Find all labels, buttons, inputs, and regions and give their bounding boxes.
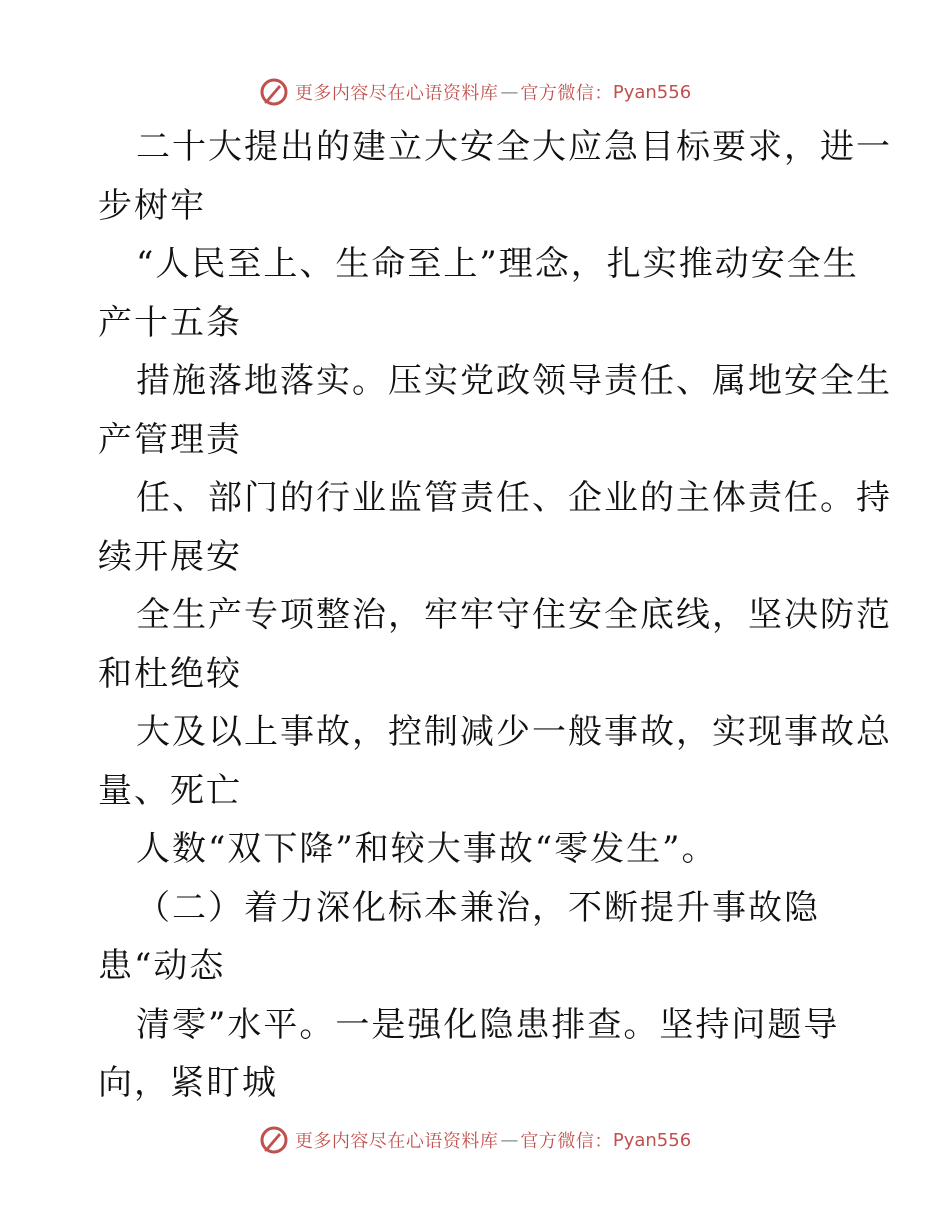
text-line: 全生产专项整治，牢牢守住安全底线，坚决防范 [136, 595, 892, 635]
text-line: 续开展安 [98, 536, 242, 577]
text-line: 二十大提出的建立大安全大应急目标要求，进一 [136, 127, 892, 167]
quill-circle-icon [259, 77, 289, 107]
quill-circle-icon [259, 1125, 289, 1155]
text-line: 大及以上事故，控制减少一般事故，实现事故总 [136, 712, 892, 752]
text-line: 患“动态 [98, 946, 226, 986]
text-line: 措施落地落实。压实党政领导责任、属地安全生 [136, 361, 892, 401]
text-line: 向，紧盯城 [98, 1063, 278, 1103]
watermark-handle: Pyan556 [612, 1129, 692, 1151]
text-line: 人数“双下降”和较大事故“零发生”。 [136, 829, 718, 869]
watermark-separator: — [500, 81, 519, 103]
watermark-site-text: 更多内容尽在心语资料库 [294, 83, 499, 104]
text-line: （二）着力深化标本兼治，不断提升事故隐 [136, 887, 820, 928]
text-line: 任、部门的行业监管责任、企业的主体责任。持 [136, 478, 892, 518]
watermark-footer [0, 1120, 950, 1160]
text-line: “人民至上、生命至上”理念，扎实推动安全生 [136, 244, 859, 284]
text-line: 量、死亡 [98, 770, 242, 811]
text-line: 产十五条 [98, 302, 242, 343]
document-body [98, 118, 892, 1113]
watermark-handle: Pyan556 [612, 81, 692, 103]
watermark-separator: — [500, 1129, 519, 1151]
text-line: 和杜绝较 [98, 653, 242, 694]
text-line: 步树牢 [98, 185, 206, 226]
watermark-label: 官方微信： [520, 83, 613, 104]
watermark-label: 官方微信： [520, 1131, 613, 1152]
watermark-header [0, 72, 950, 112]
text-line: 产管理责 [98, 419, 242, 460]
text-line: 清零”水平。一是强化隐患排查。坚持问题导 [136, 1004, 840, 1045]
watermark-site-text: 更多内容尽在心语资料库 [294, 1131, 499, 1152]
